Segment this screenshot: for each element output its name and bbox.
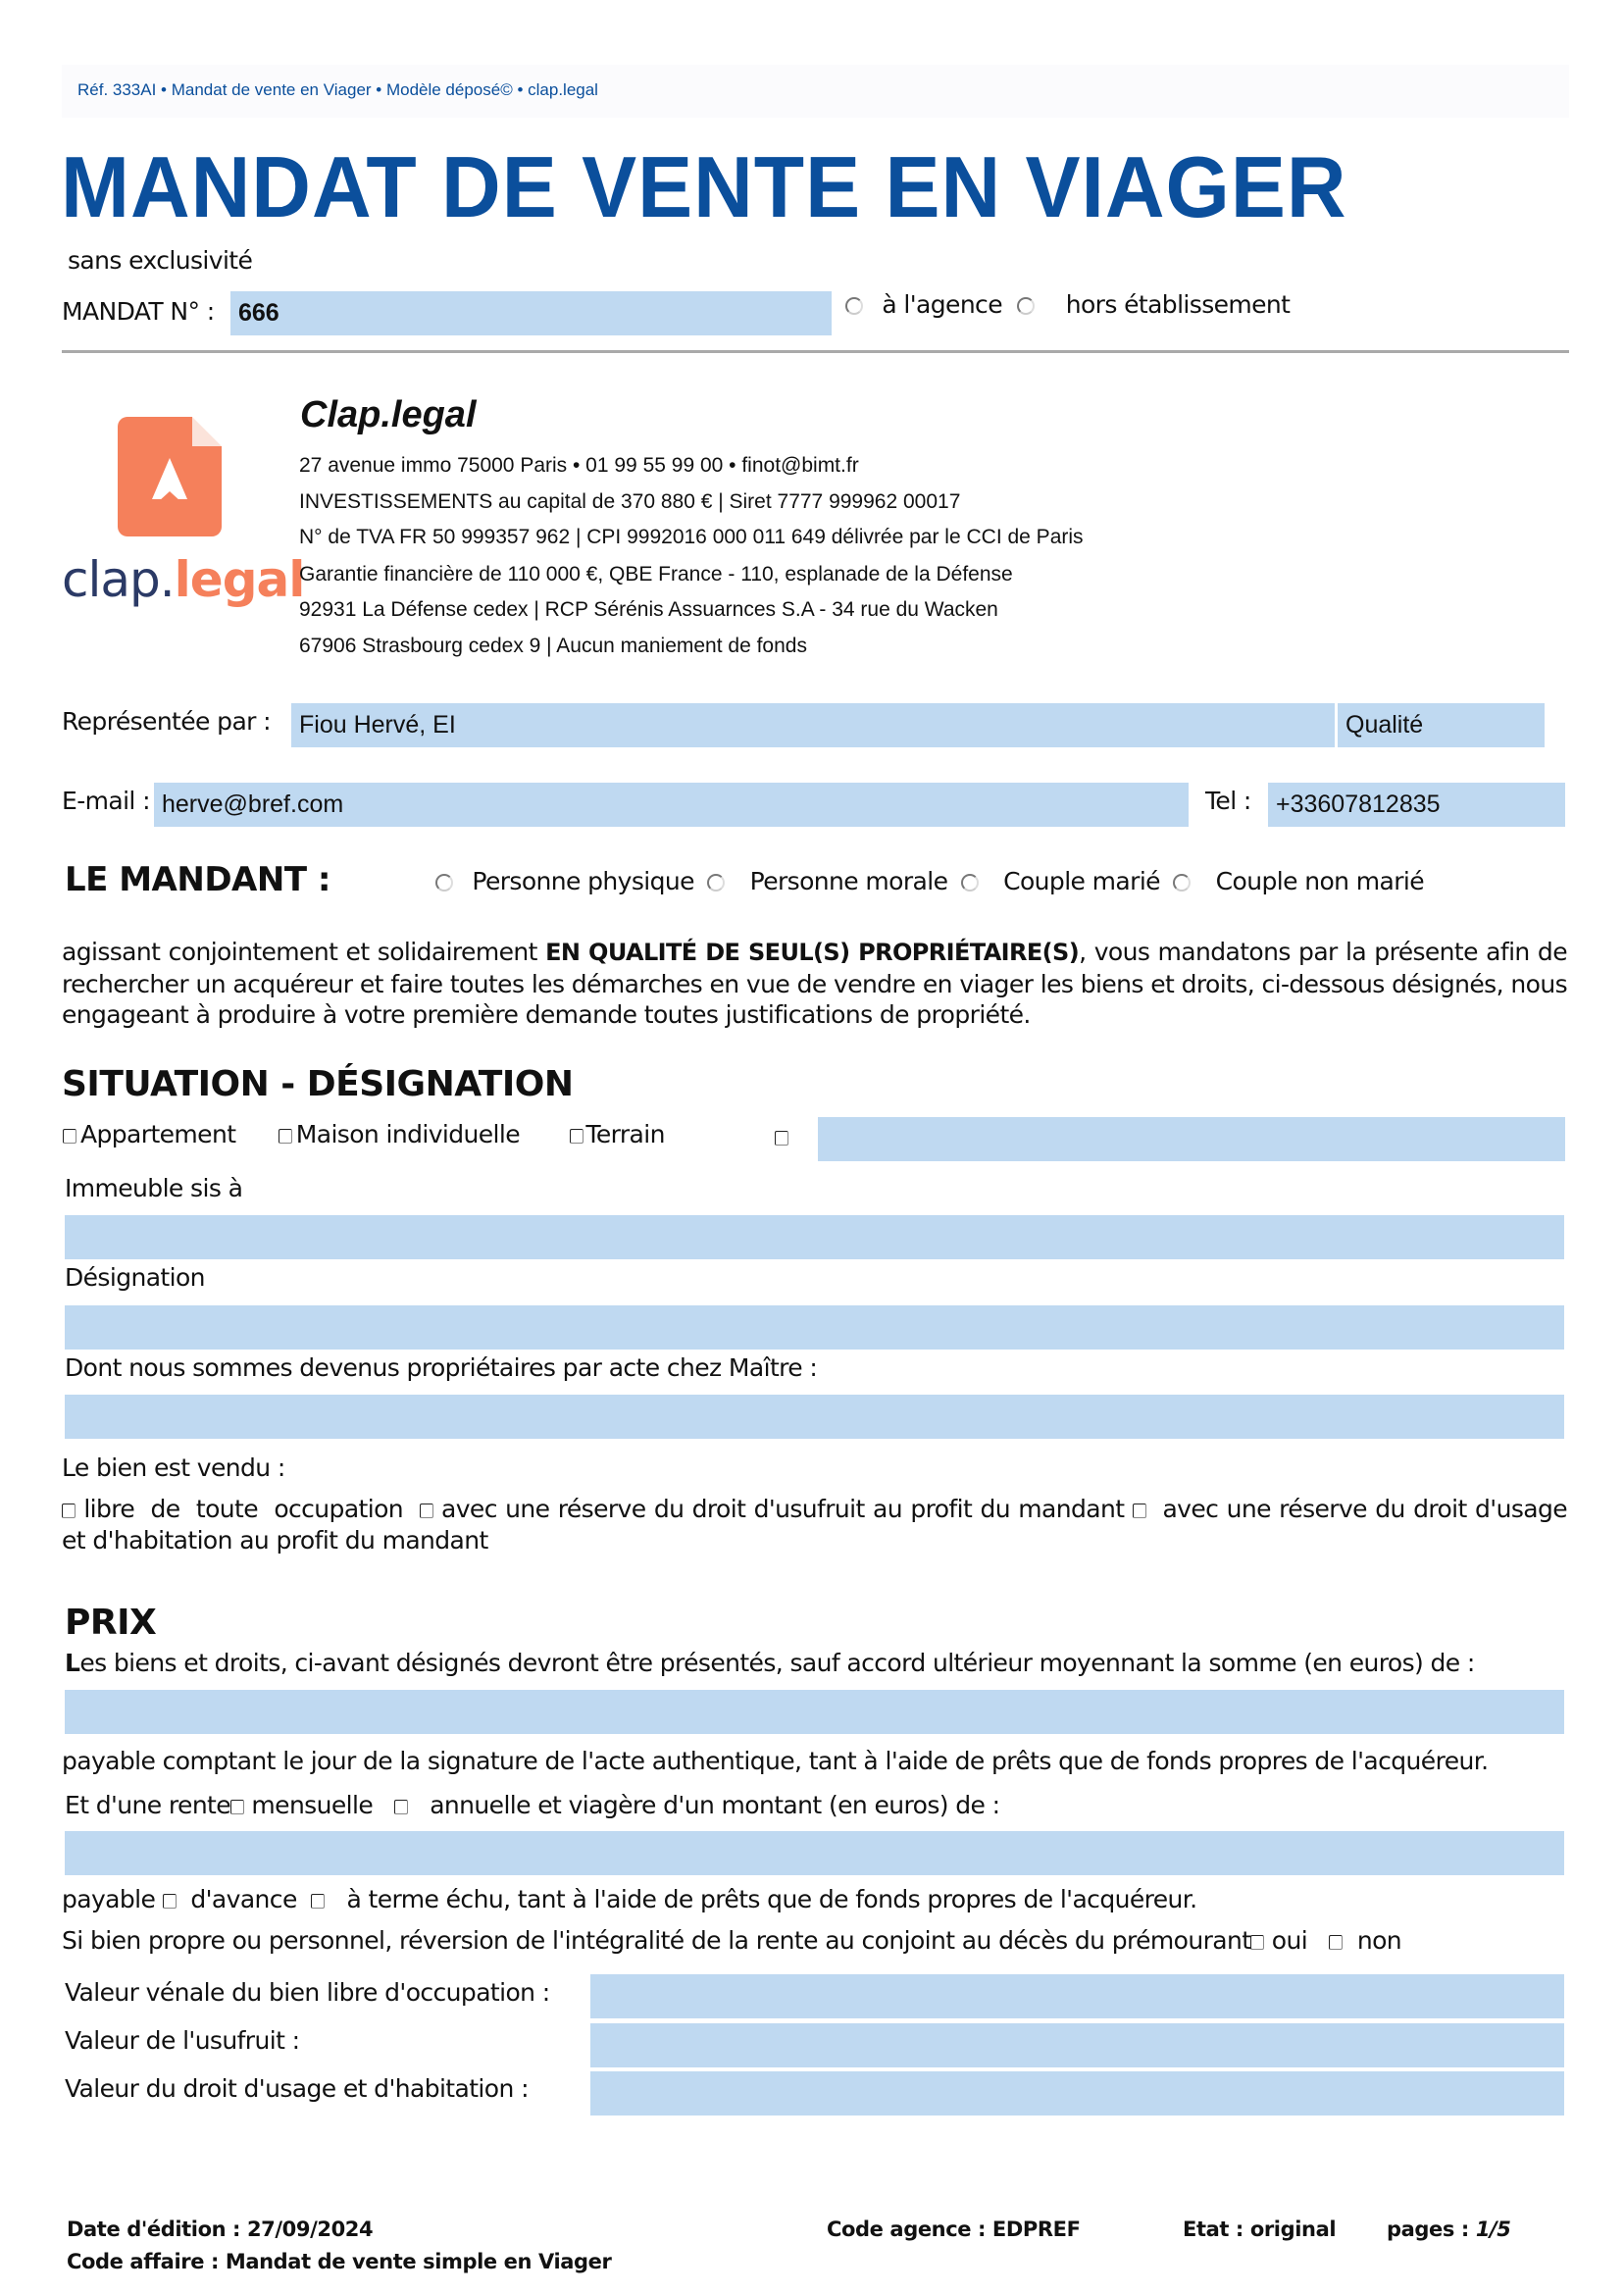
radio-couple-marie-label: Couple marié (1003, 867, 1160, 895)
email-value: herve@bref.com (162, 790, 344, 818)
acte-label: Dont nous sommes devenus propriétaires par acte chez Maître : (65, 1353, 818, 1382)
radio-couple-non-marie-icon[interactable] (1173, 874, 1191, 892)
checkbox-rente-annuelle-icon[interactable] (394, 1800, 408, 1814)
checkbox-terme-echu-icon[interactable] (311, 1894, 325, 1909)
radio-agence-icon[interactable] (845, 297, 863, 315)
rente-annuelle-label: annuelle et viagère d'un montant (en euros) de : (430, 1791, 1000, 1819)
quality-value: Qualité (1345, 711, 1424, 739)
prix-intro: Les biens et droits, ci-avant désignés devront être présentés, sauf accord ultérieur moyennant la somme (en euros) de : (65, 1649, 1475, 1677)
checkbox-appartement-icon[interactable] (63, 1129, 76, 1144)
agency-info-line: N° de TVA FR 50 999357 962 | CPI 9992016 000 011 649 délivrée par le CCI de Paris (299, 526, 1084, 548)
checkbox-other-type[interactable] (775, 1128, 788, 1147)
tel-field[interactable] (1268, 783, 1565, 827)
email-label: E-mail : (62, 787, 150, 815)
email-field[interactable] (154, 783, 1189, 827)
rente-mensuelle-label: mensuelle (251, 1791, 374, 1819)
property-type-checkboxes (63, 1120, 665, 1148)
other-type-field[interactable] (818, 1117, 1565, 1161)
checkbox-usufruit-label: avec une réserve du droit d'usufruit au profit du mandant (441, 1495, 1125, 1523)
checkbox-usage-habitation-label: avec une réserve du droit d'usage et d'habitation au profit du mandant (62, 1495, 1568, 1555)
immeuble-field[interactable] (65, 1215, 1564, 1259)
valeur-venale-field[interactable] (590, 1974, 1564, 2018)
radio-couple-marie-icon[interactable] (961, 874, 979, 892)
payable-comptant-text: payable comptant le jour de la signature de l'acte authentique, tant à l'aide de prêts que de fonds propres de l'acquéreur. (62, 1747, 1489, 1775)
valeur-usage-habitation-label: Valeur du droit d'usage et d'habitation : (65, 2074, 529, 2103)
checkbox-maison-icon[interactable] (279, 1129, 292, 1144)
terme-echu-label: à terme échu, tant à l'aide de prêts que de fonds propres de l'acquéreur. (346, 1885, 1197, 1913)
radio-agence-label: à l'agence (882, 290, 1002, 319)
reversion-line: Si bien propre ou personnel, réversion de l'intégralité de la rente au conjoint au décès du prémourant oui non (62, 1926, 1402, 1955)
checkbox-usufruit-icon[interactable] (420, 1504, 433, 1518)
quality-field[interactable] (1338, 703, 1545, 747)
prix-somme-field[interactable] (65, 1690, 1564, 1734)
page-fold-icon (192, 417, 222, 446)
mandat-number-field[interactable] (230, 291, 832, 335)
avance-label: d'avance (190, 1885, 297, 1913)
checkbox-appartement-label: Appartement (80, 1120, 236, 1148)
checkbox-libre-label: libre de toute occupation (83, 1495, 404, 1523)
rente-line: Et d'une rente mensuelle annuelle et viagère d'un montant (en euros) de : (65, 1791, 1000, 1819)
mandant-type-radio-group (435, 867, 1424, 895)
checkbox-avance-icon[interactable] (163, 1894, 177, 1909)
acte-notaire-field[interactable] (65, 1395, 1564, 1439)
checkbox-terrain-icon[interactable] (570, 1129, 584, 1144)
valeur-usufruit-field[interactable] (590, 2023, 1564, 2067)
mandant-paragraph: agissant conjointement et solidairement EN QUALITÉ DE SEUL(S) PROPRIÉTAIRE(S), vous mandatons par la présente afin de rechercher un acquéreur et faire toutes les démarches en vue de vendre en viager les biens et droits, ci-dessous désignés, nous engageant à produire à votre première demande toutes justifications de propriété. (62, 938, 1567, 1029)
checkbox-usage-habitation-icon[interactable] (1133, 1504, 1146, 1518)
agency-name: Clap.legal (300, 394, 477, 435)
represented-by-label: Représentée par : (62, 707, 272, 736)
document-title: MANDAT DE VENTE EN VIAGER (61, 138, 1347, 235)
represented-by-field[interactable] (291, 703, 1335, 747)
agency-info-line: Garantie financière de 110 000 €, QBE France - 110, esplanade de la Défense (299, 563, 1013, 586)
footer-pages: pages : 1/5 (1387, 2218, 1511, 2241)
represented-by-value: Fiou Hervé, EI (299, 711, 456, 739)
radio-personne-physique-icon[interactable] (435, 874, 453, 892)
rente-montant-field[interactable] (65, 1831, 1564, 1875)
valeur-venale-label: Valeur vénale du bien libre d'occupation : (65, 1978, 550, 2007)
checkbox-reversion-oui-icon[interactable] (1250, 1935, 1264, 1950)
footer-code-affaire: Code affaire : Mandat de vente simple en Viager (67, 2250, 612, 2273)
reversion-non-label: non (1356, 1926, 1402, 1955)
radio-couple-non-marie-label: Couple non marié (1215, 867, 1425, 895)
radio-hors-etablissement-icon[interactable] (1017, 297, 1035, 315)
prix-heading: PRIX (65, 1603, 157, 1643)
agency-info-line: 92931 La Défense cedex | RCP Sérénis Assuarnces S.A - 34 rue du Wacken (299, 598, 998, 621)
mandat-number-label: MANDAT N° : (62, 297, 215, 326)
checkbox-maison-label: Maison individuelle (295, 1120, 521, 1148)
designation-field[interactable] (65, 1305, 1564, 1350)
mandant-heading: LE MANDANT : (65, 860, 330, 899)
payable-timing-line: payable d'avance à terme échu, tant à l'aide de prêts que de fonds propres de l'acquéreur. (62, 1885, 1197, 1913)
tel-value: +33607812835 (1276, 790, 1441, 818)
location-radio-group (845, 290, 1290, 319)
situation-heading: SITUATION - DÉSIGNATION (62, 1064, 574, 1104)
logo-wordmark: clap.legal (62, 551, 305, 608)
vendu-options (62, 1494, 1567, 1555)
valeur-usage-habitation-field[interactable] (590, 2071, 1564, 2116)
vendu-label: Le bien est vendu : (62, 1453, 285, 1482)
footer-code-agence: Code agence : EDPREF (827, 2218, 1081, 2241)
checkbox-libre-icon[interactable] (62, 1504, 76, 1518)
radio-hors-etablissement-label: hors établissement (1065, 290, 1291, 319)
radio-personne-morale-label: Personne morale (749, 867, 948, 895)
radio-personne-morale-icon[interactable] (707, 874, 725, 892)
valeur-usufruit-label: Valeur de l'usufruit : (65, 2026, 300, 2055)
footer-etat: Etat : original (1183, 2218, 1337, 2241)
owner-quality-emphasis: EN QUALITÉ DE SEUL(S) PROPRIÉTAIRE(S) (545, 939, 1080, 966)
exclusivity-label: sans exclusivité (68, 246, 253, 275)
checkbox-reversion-non-icon[interactable] (1329, 1935, 1343, 1950)
agency-info-line: 27 avenue immo 75000 Paris • 01 99 55 99 00 • finot@bimt.fr (299, 454, 859, 477)
reversion-oui-label: oui (1271, 1926, 1308, 1955)
tel-label: Tel : (1205, 787, 1251, 815)
designation-label: Désignation (65, 1263, 205, 1292)
agency-info-line: INVESTISSEMENTS au capital de 370 880 € | Siret 7777 999962 00017 (299, 490, 961, 513)
radio-personne-physique-label: Personne physique (472, 867, 694, 895)
clap-legal-logo-icon (118, 417, 222, 536)
footer-date: Date d'édition : 27/09/2024 (67, 2218, 374, 2241)
checkbox-rente-mensuelle-icon[interactable] (230, 1800, 244, 1814)
header-divider (62, 350, 1569, 353)
checkbox-terrain-label: Terrain (585, 1120, 665, 1148)
agency-info-line: 67906 Strasbourg cedex 9 | Aucun maniement de fonds (299, 635, 807, 657)
checkbox-other-icon[interactable] (775, 1131, 788, 1146)
immeuble-label: Immeuble sis à (65, 1174, 243, 1202)
page-number: 1/5 (1475, 2218, 1511, 2241)
mandat-number-value: 666 (238, 299, 279, 327)
reference-line: Réf. 333AI • Mandat de vente en Viager • Modèle déposé© • clap.legal (77, 80, 598, 99)
